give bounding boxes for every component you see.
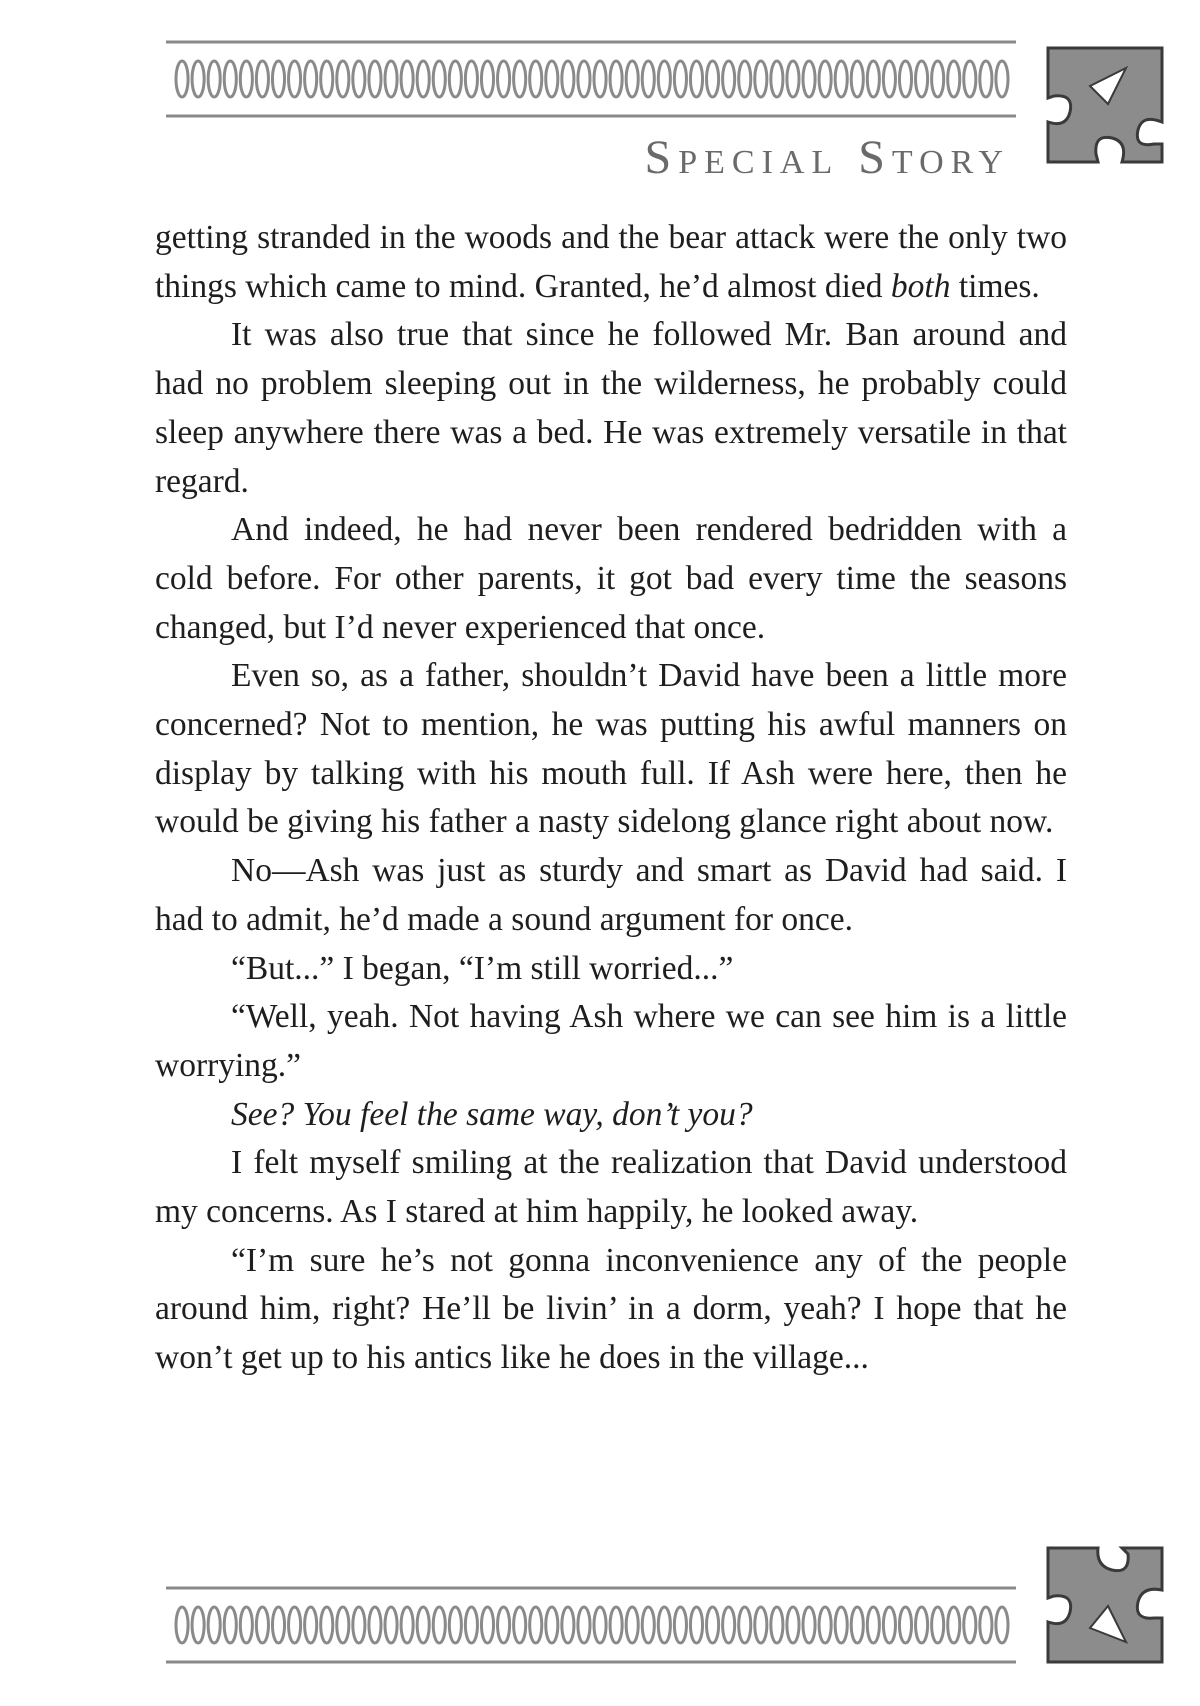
chain-link: [353, 61, 365, 97]
chain-link: [337, 1607, 349, 1643]
chain-link: [658, 61, 670, 97]
text-run: “Well, yeah. Not having Ash where we can see him is a little worrying.”: [155, 998, 1067, 1084]
chain-link: [980, 1607, 992, 1643]
chain-link: [723, 61, 735, 97]
chain-link: [433, 61, 445, 97]
chain-link: [385, 61, 397, 97]
chain-link: [690, 1607, 702, 1643]
chain-link: [916, 61, 928, 97]
chain-link: [224, 61, 236, 97]
chain-link: [883, 1607, 895, 1643]
chain-link: [401, 1607, 413, 1643]
chain-link: [658, 1607, 670, 1643]
chain-ornament: [166, 42, 1016, 116]
chain-link: [594, 61, 606, 97]
chain-link: [626, 1607, 638, 1643]
chain-link: [546, 1607, 558, 1643]
chain-link: [449, 61, 461, 97]
text-run: No—Ash was just as sturdy and smart as David had said. I had to admit, he’d made a sound argument for once.: [155, 852, 1067, 938]
chain-link: [176, 61, 188, 97]
chain-link: [256, 1607, 268, 1643]
chain-link: [851, 61, 863, 97]
chain-link: [337, 61, 349, 97]
chain-link: [514, 61, 526, 97]
chain-link: [369, 61, 381, 97]
chain-link: [465, 1607, 477, 1643]
chain-link: [835, 1607, 847, 1643]
chain-link: [240, 61, 252, 97]
chain-link: [771, 1607, 783, 1643]
text-run: times.: [950, 267, 1040, 305]
chain-link: [626, 61, 638, 97]
chain-link: [980, 61, 992, 97]
chain-link: [240, 1607, 252, 1643]
paragraph: [155, 1091, 1067, 1140]
chain-link: [610, 61, 622, 97]
chain-link: [755, 1607, 767, 1643]
chain-link: [707, 1607, 719, 1643]
chain-link: [321, 61, 333, 97]
chain-link: [321, 1607, 333, 1643]
top-ornamental-border: [166, 40, 1016, 120]
top-corner-puzzle-icon: [1030, 30, 1180, 180]
chain-link: [996, 1607, 1008, 1643]
chain-link: [498, 61, 510, 97]
chain-link: [787, 1607, 799, 1643]
text-run: And indeed, he had never been rendered bedridden with a cold before. For other parents, it got bad every time the seasons changed, but I’d never experienced that once.: [155, 511, 1067, 646]
chain-link: [401, 61, 413, 97]
chain-link: [208, 61, 220, 97]
chain-link: [208, 1607, 220, 1643]
chain-link: [305, 1607, 317, 1643]
chain-link: [449, 1607, 461, 1643]
text-run: “I’m sure he’s not gonna inconvenience any of the people around him, right? He’ll be livin’ in a dorm, yeah? I hope that he won’t get up to his antics like he does in the village...: [155, 1241, 1067, 1377]
italic-text: See? You feel the same way, don’t you?: [231, 1095, 753, 1133]
paragraph: [155, 311, 1067, 506]
chain-link: [964, 61, 976, 97]
chain-link: [417, 61, 429, 97]
chain-link: [819, 61, 831, 97]
paragraph: [155, 993, 1067, 1090]
chain-link: [305, 61, 317, 97]
chain-link: [192, 1607, 204, 1643]
chain-link: [530, 61, 542, 97]
chain-link: [755, 61, 767, 97]
chain-link: [642, 61, 654, 97]
chain-link: [272, 1607, 284, 1643]
chain-link: [899, 1607, 911, 1643]
chain-link: [932, 1607, 944, 1643]
chain-link: [739, 61, 751, 97]
chain-link: [433, 1607, 445, 1643]
chain-link: [996, 61, 1008, 97]
paragraph: [155, 945, 1067, 994]
chain-link: [514, 1607, 526, 1643]
paragraph: [155, 652, 1067, 847]
text-run: I felt myself smiling at the realization that David understood my concerns. As I stared at him happily, he looked away.: [155, 1144, 1067, 1231]
chain-link: [417, 1607, 429, 1643]
chain-link: [578, 61, 590, 97]
chain-link: [385, 1607, 397, 1643]
chain-link: [289, 61, 301, 97]
bottom-ornamental-border: [166, 1586, 1016, 1666]
chain-link: [771, 61, 783, 97]
text-run: Even so, as a father, shouldn’t David have been a little more concerned? Not to mention, he was putting his awful manners on display by talking with his mouth full. If Ash were here, then he would be giving his father a nasty sidelong glance right about now.: [155, 657, 1067, 841]
chain-link: [964, 1607, 976, 1643]
chain-link: [835, 61, 847, 97]
chain-link: [899, 61, 911, 97]
chain-link: [594, 1607, 606, 1643]
paragraph: [155, 847, 1067, 944]
chain-link: [674, 61, 686, 97]
text-run: getting stranded in the woods and the bear attack were the only two things which came to mind. Granted, he’d almost died: [155, 219, 1067, 305]
chain-link: [803, 1607, 815, 1643]
chain-link: [498, 1607, 510, 1643]
chain-link: [546, 61, 558, 97]
chain-link: [867, 1607, 879, 1643]
chain-link: [690, 61, 702, 97]
chain-link: [465, 61, 477, 97]
story-body: [155, 214, 1067, 1383]
chain-link: [224, 1607, 236, 1643]
chain-link: [562, 1607, 574, 1643]
chain-link: [481, 1607, 493, 1643]
chain-link: [916, 1607, 928, 1643]
chain-link: [289, 1607, 301, 1643]
paragraph: [155, 1237, 1067, 1383]
italic-text: both: [890, 267, 951, 305]
chain-link: [867, 61, 879, 97]
chain-link: [674, 1607, 686, 1643]
bottom-corner-puzzle-icon: [1030, 1530, 1180, 1680]
chain-link: [353, 1607, 365, 1643]
chain-link: [481, 61, 493, 97]
paragraph: [155, 1139, 1067, 1236]
chain-link: [932, 61, 944, 97]
chain-link: [803, 61, 815, 97]
chain-link: [787, 61, 799, 97]
chain-link: [739, 1607, 751, 1643]
chain-link: [883, 61, 895, 97]
chain-link: [819, 1607, 831, 1643]
chain-link: [707, 61, 719, 97]
chain-link: [948, 61, 960, 97]
chain-link: [192, 61, 204, 97]
chain-link: [272, 61, 284, 97]
chain-link: [578, 1607, 590, 1643]
chain-link: [723, 1607, 735, 1643]
chain-link: [642, 1607, 654, 1643]
running-header-title: Special Story: [644, 131, 1010, 184]
chain-link: [369, 1607, 381, 1643]
chain-link: [851, 1607, 863, 1643]
paragraph: [155, 214, 1067, 311]
text-run: “But...” I began, “I’m still worried...”: [231, 949, 734, 987]
paragraph: [155, 506, 1067, 652]
chain-ornament: [166, 1588, 1016, 1662]
chain-link: [948, 1607, 960, 1643]
chain-link: [610, 1607, 622, 1643]
text-run: It was also true that since he followed Mr. Ban around and had no problem sleeping out in the wilderness, he probably could sleep anywhere there was a bed. He was extremely versatile in that regard.: [155, 316, 1067, 500]
chain-link: [176, 1607, 188, 1643]
chain-link: [530, 1607, 542, 1643]
chain-link: [256, 61, 268, 97]
chain-link: [562, 61, 574, 97]
